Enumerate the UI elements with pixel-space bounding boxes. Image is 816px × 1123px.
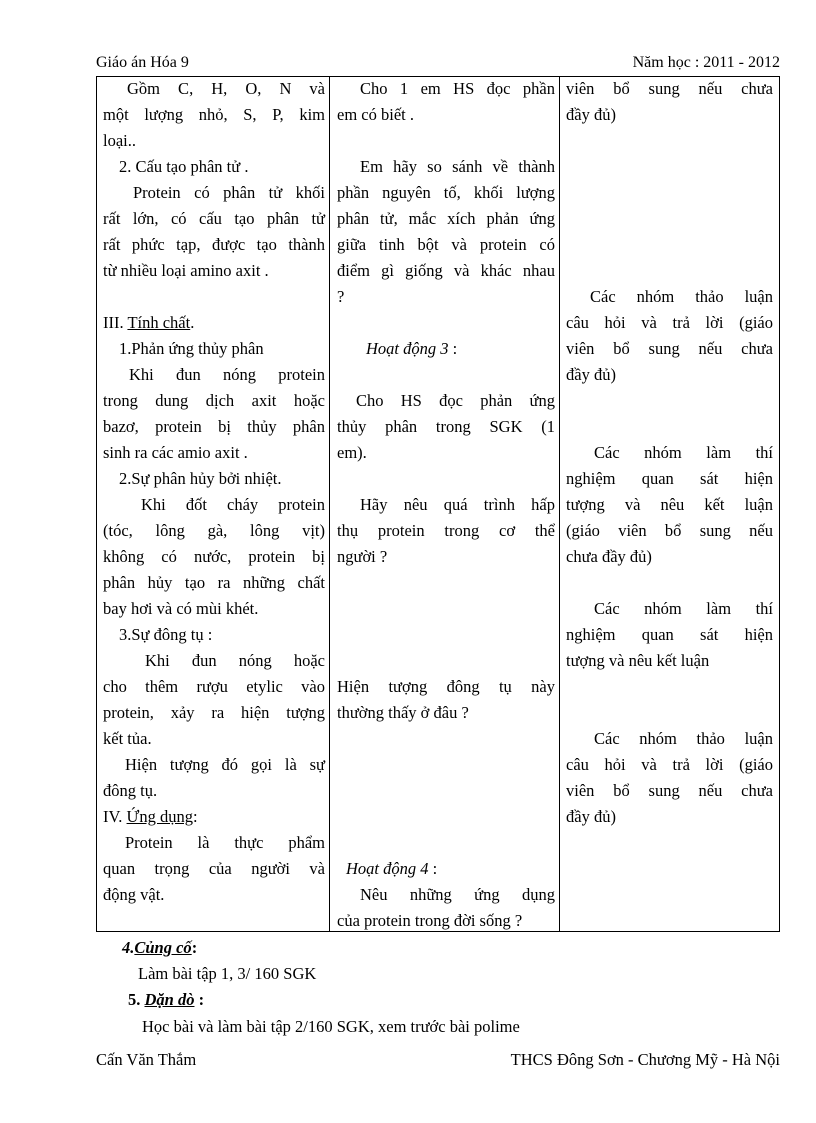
- page-header: [96, 52, 780, 77]
- student-line: viên bổ sung nếu chưa: [566, 781, 773, 800]
- student-line: (giáo viên bổ sung nếu: [566, 521, 773, 540]
- student-line: Các nhóm làm thí: [594, 443, 773, 462]
- content-line: sinh ra các amio axit .: [103, 443, 248, 462]
- cung-co-heading: [122, 935, 197, 961]
- activity-line: Hãy nêu quá trình hấp: [360, 495, 555, 514]
- activity-line: thường thấy ở đâu ?: [337, 703, 469, 722]
- section-heading-iv: [103, 804, 325, 830]
- section-title: Ứng dụng: [126, 807, 193, 826]
- student-line: câu hỏi và trả lời (giáo: [566, 755, 773, 774]
- activity-line: phần nguyên tố, khối lượng: [337, 183, 555, 202]
- cung-co-text: Làm bài tập 1, 3/ 160 SGK: [138, 964, 317, 983]
- activity-line: thụ protein trong cơ thể: [337, 521, 555, 540]
- student-line: Các nhóm thảo luận: [594, 729, 773, 748]
- cung-co-number: 4.: [122, 938, 135, 957]
- content-line: rất lớn, có cấu tạo phân tử: [103, 209, 325, 228]
- cung-co-colon: :: [191, 938, 198, 957]
- content-line: loại..: [103, 131, 136, 150]
- dan-do-colon: :: [194, 990, 205, 1009]
- activity-line: người ?: [337, 547, 388, 566]
- student-line: đầy đủ): [566, 807, 616, 826]
- content-line: Protein có phân tử khối: [133, 183, 325, 202]
- content-line: Hiện tượng đó gọi là sự: [125, 755, 325, 774]
- header-subject: Giáo án Hóa 9: [96, 54, 189, 71]
- activity-colon: :: [448, 339, 458, 358]
- header-school-year: Năm học : 2011 - 2012: [632, 54, 780, 71]
- student-activity-column: [560, 76, 779, 931]
- student-line: nghiệm quan sát hiện: [566, 469, 773, 488]
- content-line: bay hơi và có mùi khét.: [103, 599, 259, 618]
- content-line: rất phức tạp, được tạo thành: [103, 235, 325, 254]
- activity-title: Hoạt động 3: [366, 339, 449, 358]
- section-number: III.: [103, 313, 128, 332]
- cung-co-label: Củng cố: [134, 938, 192, 957]
- student-line: đầy đủ): [566, 365, 616, 384]
- section-number: IV.: [103, 807, 127, 826]
- activity-line: Cho HS đọc phản ứng: [356, 391, 555, 410]
- student-line: đầy đủ): [566, 105, 616, 124]
- student-line: câu hỏi và trả lời (giáo: [566, 313, 773, 332]
- content-line: kết tủa.: [103, 729, 152, 748]
- dan-do-label: Dặn dò: [144, 990, 195, 1009]
- section-heading: 3.Sự đông tụ :: [119, 625, 213, 644]
- content-line: Protein là thực phẩm: [125, 833, 325, 852]
- activity-line: em có biết .: [337, 105, 414, 124]
- activity-colon: :: [428, 859, 438, 878]
- footer-school: THCS Đông Sơn - Chương Mỹ - Hà Nội: [510, 1050, 780, 1069]
- activity-line: điểm gì giống và khác nhau: [337, 261, 555, 280]
- activity-line: giữa tinh bột và protein có: [337, 235, 555, 254]
- content-line: động vật.: [103, 885, 165, 904]
- student-line: viên bổ sung nếu chưa: [566, 79, 773, 98]
- section-heading: 2. Cấu tạo phân tử .: [119, 157, 249, 176]
- student-line: chưa đầy đủ): [566, 547, 652, 566]
- student-line: tượng và nêu kết luận: [566, 651, 710, 670]
- student-line: viên bổ sung nếu chưa: [566, 339, 773, 358]
- content-column: [97, 76, 330, 931]
- content-line: đông tụ.: [103, 781, 158, 800]
- content-line: bazơ, protein bị thủy phân: [103, 417, 325, 436]
- activity-heading-3: [366, 336, 584, 362]
- dan-do-text: Học bài và làm bài tập 2/160 SGK, xem trước bài polime: [142, 1017, 520, 1036]
- footer-author: Cấn Văn Thắm: [96, 1050, 197, 1069]
- section-title: Tính chất: [127, 313, 191, 332]
- activity-line: Cho 1 em HS đọc phần: [360, 79, 555, 98]
- content-line: không có nước, protein bị: [103, 547, 325, 566]
- content-line: một lượng nhỏ, S, P, kim: [103, 105, 325, 124]
- activity-line: em).: [337, 443, 367, 462]
- section-punct: :: [192, 807, 198, 826]
- activity-heading-4: [346, 856, 564, 882]
- content-line: Khi đun nóng protein: [129, 365, 325, 384]
- activity-line: thủy phân trong SGK (1: [337, 417, 555, 436]
- student-line: Các nhóm thảo luận: [590, 287, 773, 306]
- content-line: cho thêm rượu etylic vào: [103, 677, 325, 696]
- activity-line: phân tử, mắc xích phản ứng: [337, 209, 555, 228]
- section-heading-iii: [103, 310, 325, 336]
- activity-title: Hoạt động 4: [346, 859, 429, 878]
- content-line: protein, xảy ra hiện tượng: [103, 703, 325, 722]
- activity-line: ?: [337, 287, 345, 306]
- teacher-activity-column: [330, 76, 560, 931]
- student-line: nghiệm quan sát hiện: [566, 625, 773, 644]
- content-line: Khi đun nóng hoặc: [145, 651, 325, 670]
- page-footer: [96, 1050, 780, 1074]
- dan-do-number: 5.: [128, 990, 145, 1009]
- lesson-table: [96, 76, 780, 932]
- activity-line: của protein trong đời sống ?: [337, 911, 523, 930]
- content-line: (tóc, lông gà, lông vịt): [103, 521, 325, 540]
- section-heading: 2.Sự phân hủy bởi nhiệt.: [119, 469, 282, 488]
- content-line: quan trọng của người và: [103, 859, 325, 878]
- activity-line: Hiện tượng đông tụ này: [337, 677, 555, 696]
- dan-do-heading: [128, 987, 204, 1013]
- activity-line: Em hãy so sánh về thành: [360, 157, 555, 176]
- content-line: từ nhiều loại amino axit .: [103, 261, 269, 280]
- activity-line: Nêu những ứng dụng: [360, 885, 555, 904]
- content-line: phân hủy tạo ra những chất: [103, 573, 325, 592]
- content-line: trong dung dịch axit hoặc: [103, 391, 325, 410]
- section-heading: 1.Phản ứng thủy phân: [119, 339, 264, 358]
- content-line: Gồm C, H, O, N và: [127, 79, 325, 98]
- content-line: Khi đốt cháy protein: [141, 495, 325, 514]
- student-line: tượng và nêu kết luận: [566, 495, 773, 514]
- section-punct: .: [190, 313, 195, 332]
- student-line: Các nhóm làm thí: [594, 599, 773, 618]
